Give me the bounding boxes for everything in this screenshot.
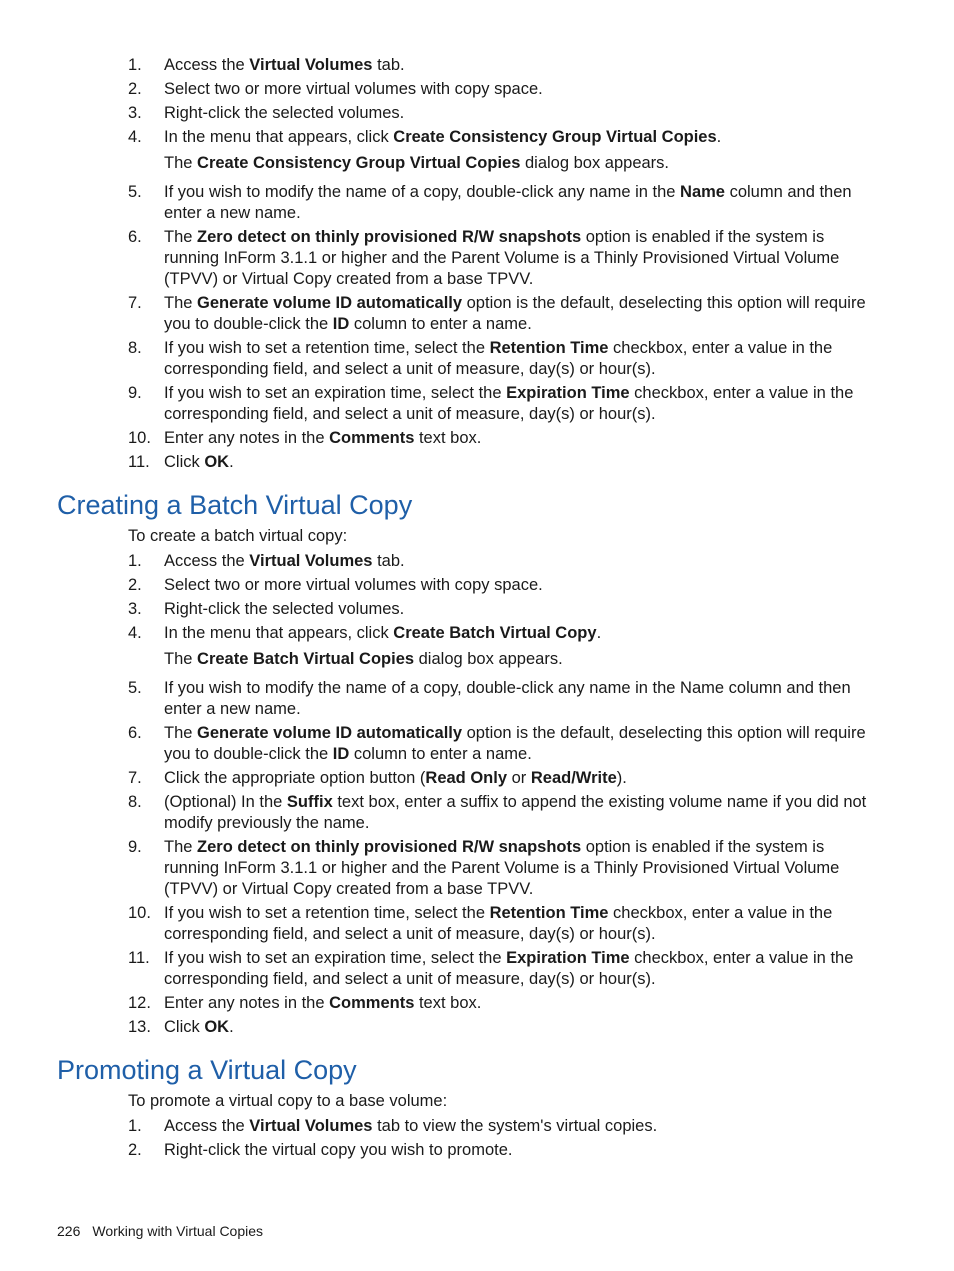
step-number: 1. xyxy=(128,56,142,74)
text-fragment: Right-click the selected volumes. xyxy=(164,104,405,122)
step-number: 4. xyxy=(128,128,142,146)
step-text xyxy=(164,949,853,988)
step-text xyxy=(164,769,627,787)
text-fragment: The xyxy=(164,724,198,742)
step-item xyxy=(128,837,873,900)
step-number: 9. xyxy=(128,838,142,856)
text-fragment: . xyxy=(229,453,234,471)
step-number: 11. xyxy=(128,453,150,471)
text-fragment: . xyxy=(229,1018,234,1036)
text-fragment: If you wish to set an expiration time, select the xyxy=(164,949,507,967)
step-item xyxy=(128,79,873,100)
text-fragment: If you wish to set a retention time, select the xyxy=(164,339,490,357)
text-fragment: Select two or more virtual volumes with copy space. xyxy=(164,576,543,594)
step-number: 3. xyxy=(128,600,142,618)
list-promote-steps xyxy=(128,1116,873,1164)
list-consistency-group-steps xyxy=(128,55,873,476)
text-fragment: text box. xyxy=(414,429,482,447)
step-text xyxy=(164,576,543,594)
bold-term: Virtual Volumes xyxy=(249,552,373,570)
bold-term: Zero detect on thinly provisioned R/W snapshots xyxy=(197,228,582,246)
step-text xyxy=(164,552,405,570)
step-number: 12. xyxy=(128,994,151,1012)
text-fragment: If you wish to set a retention time, select the xyxy=(164,904,490,922)
step-item xyxy=(128,723,873,765)
heading-promoting-virtual-copy: Promoting a Virtual Copy xyxy=(57,1055,357,1085)
text-fragment: If you wish to modify the name of a copy, double-click any name in the xyxy=(164,183,681,201)
step-text xyxy=(164,724,866,763)
text-fragment: Access the xyxy=(164,56,250,74)
text-fragment: The xyxy=(164,228,198,246)
bold-term: Comments xyxy=(329,429,415,447)
step-number: 13. xyxy=(128,1018,151,1036)
step-text xyxy=(164,1018,234,1036)
step-text xyxy=(164,793,866,832)
step-text xyxy=(164,994,481,1012)
text-fragment: option is the default, deselecting this option will require you to double-click the xyxy=(164,294,866,333)
step-number: 7. xyxy=(128,294,142,312)
bold-term: Create Consistency Group Virtual Copies xyxy=(197,154,521,172)
text-fragment: dialog box appears. xyxy=(414,650,563,668)
bold-term: Expiration Time xyxy=(506,949,630,967)
list-batch-virtual-copy-steps xyxy=(128,551,873,1041)
step-note xyxy=(164,649,873,670)
step-text xyxy=(164,339,832,378)
step-item xyxy=(128,599,873,620)
text-fragment: Access the xyxy=(164,1117,250,1135)
step-item xyxy=(128,1017,873,1038)
step-number: 9. xyxy=(128,384,142,402)
text-fragment: checkbox, enter a value in the corresponding field, and select a unit of measure, day(s) or hour(s). xyxy=(164,949,854,988)
bold-term: Create Consistency Group Virtual Copies xyxy=(393,128,717,146)
text-fragment: column to enter a name. xyxy=(349,745,532,763)
text-fragment: Select two or more virtual volumes with copy space. xyxy=(164,80,543,98)
step-text xyxy=(164,904,832,943)
step-item xyxy=(128,768,873,789)
step-text xyxy=(164,384,853,423)
step-text xyxy=(164,80,543,98)
step-note xyxy=(164,153,873,174)
page-number: 226 xyxy=(57,1223,81,1239)
text-fragment: . xyxy=(596,624,602,642)
step-text xyxy=(164,453,234,471)
bold-term: Retention Time xyxy=(489,904,609,922)
step-number: 6. xyxy=(128,724,142,742)
step-text xyxy=(164,294,866,333)
step-number: 11. xyxy=(128,949,150,967)
step-item xyxy=(128,948,873,990)
step-number: 10. xyxy=(128,904,151,922)
page-footer xyxy=(57,1222,263,1240)
text-fragment: checkbox, enter a value in the corresponding field, and select a unit of measure, day(s) or hour(s). xyxy=(164,904,833,943)
step-item xyxy=(128,182,873,224)
bold-term: Create Batch Virtual Copy xyxy=(393,624,597,642)
text-fragment: In the menu that appears, click xyxy=(164,624,394,642)
bold-term: Generate volume ID automatically xyxy=(197,294,463,312)
text-fragment: The xyxy=(164,650,198,668)
step-item xyxy=(128,452,873,473)
step-number: 5. xyxy=(128,679,142,697)
step-item xyxy=(128,678,873,720)
bold-term: Read Only xyxy=(425,769,508,787)
step-item xyxy=(128,575,873,596)
step-item xyxy=(128,293,873,335)
step-number: 5. xyxy=(128,183,142,201)
step-number: 4. xyxy=(128,624,142,642)
step-number: 1. xyxy=(128,1117,142,1135)
step-item xyxy=(128,103,873,124)
bold-term: Expiration Time xyxy=(506,384,630,402)
text-fragment: (Optional) In the xyxy=(164,793,287,811)
text-fragment: Enter any notes in the xyxy=(164,429,330,447)
bold-term: OK xyxy=(204,1018,230,1036)
text-fragment: Click xyxy=(164,1018,205,1036)
text-fragment: checkbox, enter a value in the corresponding field, and select a unit of measure, day(s) or hour(s). xyxy=(164,384,854,423)
bold-term: Generate volume ID automatically xyxy=(197,724,463,742)
text-fragment: Access the xyxy=(164,552,250,570)
step-item xyxy=(128,338,873,380)
text-fragment: Enter any notes in the xyxy=(164,994,330,1012)
intro-promoting-virtual-copy: To promote a virtual copy to a base volume: xyxy=(128,1092,448,1110)
text-fragment: The xyxy=(164,838,198,856)
step-text xyxy=(164,624,601,642)
step-text xyxy=(164,1141,512,1159)
text-fragment: Click xyxy=(164,453,205,471)
bold-term: Virtual Volumes xyxy=(249,1117,373,1135)
text-fragment: In the menu that appears, click xyxy=(164,128,394,146)
text-fragment: . xyxy=(716,128,722,146)
text-fragment: Right-click the selected volumes. xyxy=(164,600,405,618)
bold-term: ID xyxy=(332,315,350,333)
text-fragment: ). xyxy=(616,769,627,787)
text-fragment: The xyxy=(164,154,198,172)
step-item xyxy=(128,383,873,425)
step-number: 3. xyxy=(128,104,142,122)
text-fragment: text box. xyxy=(414,994,482,1012)
text-fragment: tab. xyxy=(372,552,405,570)
text-fragment: Right-click the virtual copy you wish to promote. xyxy=(164,1141,513,1159)
text-fragment: tab to view the system's virtual copies. xyxy=(372,1117,658,1135)
step-item xyxy=(128,127,873,174)
bold-term: Zero detect on thinly provisioned R/W snapshots xyxy=(197,838,582,856)
step-number: 8. xyxy=(128,793,142,811)
bold-term: OK xyxy=(204,453,230,471)
step-item xyxy=(128,551,873,572)
text-fragment: checkbox, enter a value in the corresponding field, and select a unit of measure, day(s) or hour(s). xyxy=(164,339,833,378)
text-fragment: option is enabled if the system is running InForm 3.1.1 or higher and the Parent Volume is a Thinly Provisioned Virtual Volume (TPVV) or Virtual Copy created from a base TPVV. xyxy=(164,228,840,288)
step-text xyxy=(164,679,851,718)
step-item xyxy=(128,623,873,670)
bold-term: Suffix xyxy=(286,793,333,811)
step-text xyxy=(164,1117,657,1135)
step-text xyxy=(164,429,481,447)
step-text xyxy=(164,600,404,618)
text-fragment: text box, enter a suffix to append the existing volume name if you did not modify previously the name. xyxy=(164,793,867,832)
step-item xyxy=(128,1116,873,1137)
text-fragment: tab. xyxy=(372,56,405,74)
step-number: 1. xyxy=(128,552,142,570)
bold-term: Retention Time xyxy=(489,339,609,357)
chapter-title: Working with Virtual Copies xyxy=(92,1223,264,1239)
step-number: 6. xyxy=(128,228,142,246)
heading-creating-batch-virtual-copy: Creating a Batch Virtual Copy xyxy=(57,490,413,520)
step-item xyxy=(128,55,873,76)
text-fragment: Click the appropriate option button ( xyxy=(164,769,426,787)
text-fragment: or xyxy=(507,769,531,787)
step-number: 2. xyxy=(128,80,142,98)
step-text xyxy=(164,838,839,898)
step-number: 8. xyxy=(128,339,142,357)
step-text xyxy=(164,56,405,74)
step-text xyxy=(164,128,721,146)
step-item xyxy=(128,1140,873,1161)
text-fragment: option is the default, deselecting this option will require you to double-click the xyxy=(164,724,866,763)
bold-term: ID xyxy=(332,745,350,763)
bold-term: Virtual Volumes xyxy=(249,56,373,74)
step-item xyxy=(128,227,873,290)
text-fragment: dialog box appears. xyxy=(520,154,670,172)
text-fragment: column and then enter a new name. xyxy=(164,183,852,222)
text-fragment: option is enabled if the system is running InForm 3.1.1 or higher and the Parent Volume is a Thinly Provisioned Virtual Volume (TPVV) or Virtual Copy created from a base TPVV. xyxy=(164,838,840,898)
text-fragment: column to enter a name. xyxy=(349,315,532,333)
text-fragment: The xyxy=(164,294,198,312)
step-item xyxy=(128,428,873,449)
step-text xyxy=(164,228,839,288)
step-number: 7. xyxy=(128,769,142,787)
step-number: 10. xyxy=(128,429,151,447)
step-item xyxy=(128,903,873,945)
step-item xyxy=(128,993,873,1014)
step-text xyxy=(164,183,852,222)
bold-term: Read/Write xyxy=(530,769,617,787)
text-fragment: If you wish to set an expiration time, select the xyxy=(164,384,507,402)
step-text xyxy=(164,104,404,122)
bold-term: Name xyxy=(680,183,725,201)
bold-term: Comments xyxy=(329,994,415,1012)
text-fragment: If you wish to modify the name of a copy, double-click any name in the Name column and then enter a new name. xyxy=(164,679,851,718)
step-number: 2. xyxy=(128,1141,142,1159)
bold-term: Create Batch Virtual Copies xyxy=(197,650,415,668)
step-item xyxy=(128,792,873,834)
step-number: 2. xyxy=(128,576,142,594)
intro-batch-virtual-copy: To create a batch virtual copy: xyxy=(128,527,348,545)
